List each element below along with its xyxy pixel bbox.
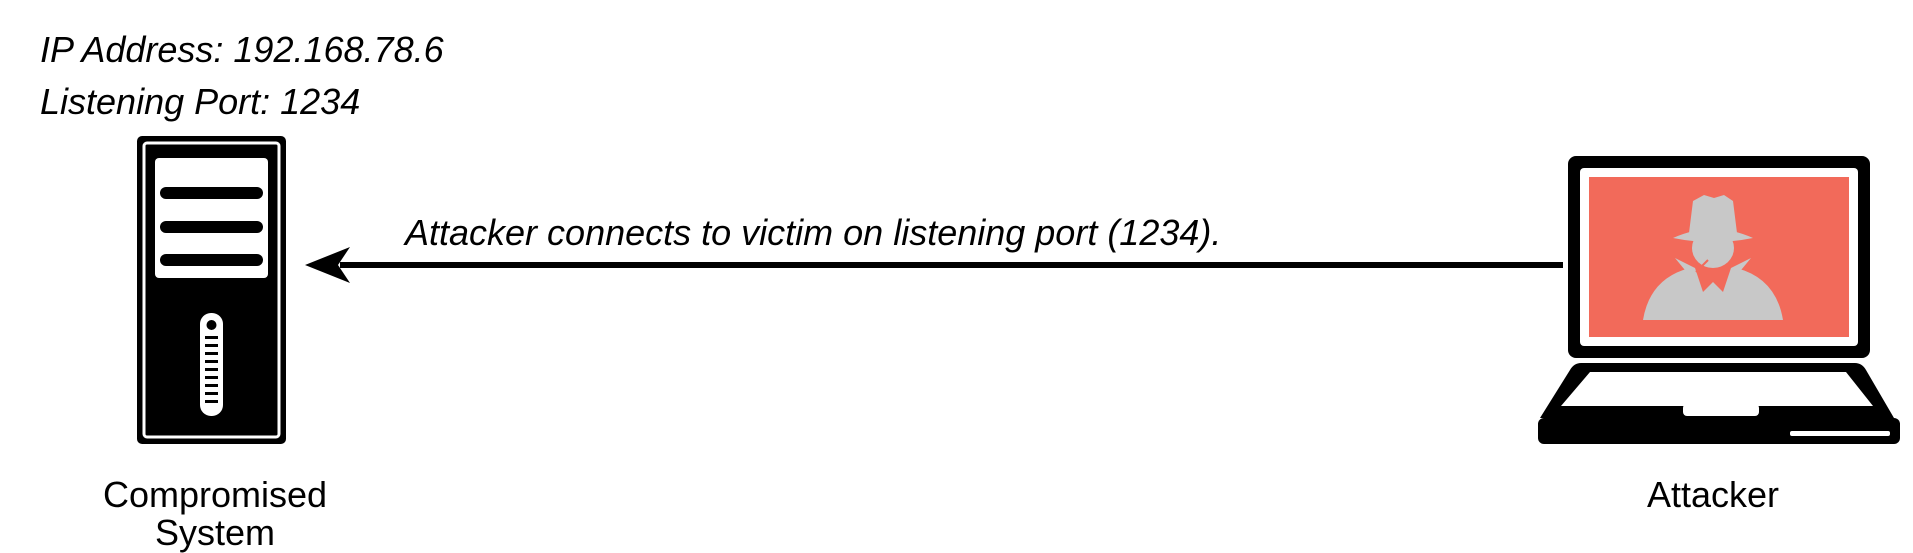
attacker-label: Attacker [1646, 474, 1780, 515]
laptop-hacker-icon [1538, 156, 1900, 444]
compromised-system-label-line1: Compromised [102, 474, 328, 515]
compromised-system-label-line2: System [154, 512, 276, 553]
compromised-system-label [75, 476, 355, 552]
ip-address-text: IP Address: 192.168.78.6 [40, 29, 444, 70]
connection-caption: Attacker connects to victim on listening port (1234). [405, 212, 1222, 253]
server-tower-icon [137, 136, 286, 444]
listening-port-text: Listening Port: 1234 [40, 81, 361, 122]
